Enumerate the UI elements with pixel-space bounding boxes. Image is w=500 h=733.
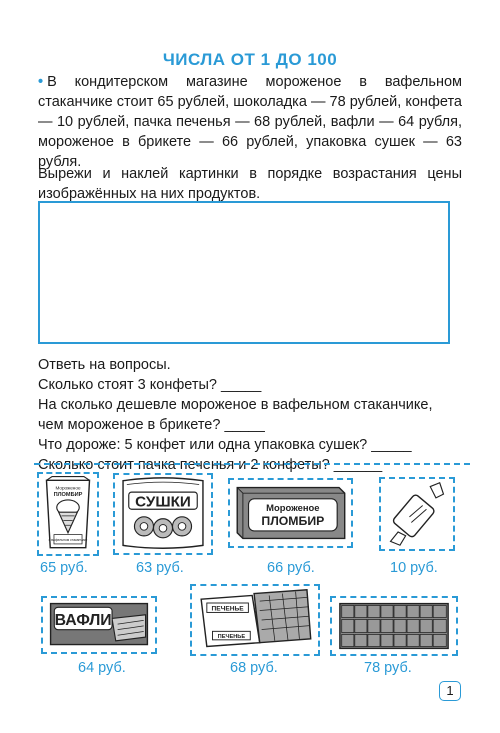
price-plombir-brick: 66 руб. (267, 560, 315, 576)
price-vafli: 64 руб. (78, 660, 126, 676)
ice-cream-cone-icon (39, 474, 97, 554)
cut-line (34, 463, 470, 465)
task-text (38, 72, 462, 172)
card-vafli[interactable] (41, 596, 157, 654)
question-line: чем мороженое в брикете? _____ (38, 417, 265, 433)
question-line: Ответь на вопросы. (38, 357, 171, 373)
brick-label-main: ПЛОМБИР (261, 514, 325, 529)
cookies-pack-icon (192, 586, 318, 654)
cone-label-top: Мороженое (55, 485, 81, 491)
question-line: Сколько стоит пачка печенья и 2 конфеты? ______ (38, 457, 383, 473)
cookies-label: ПЕЧЕНЬЕ (211, 605, 244, 613)
question-line: На сколько дешевле мороженое в вафельном стаканчике, (38, 397, 433, 413)
card-sushki[interactable] (113, 473, 213, 555)
bullet: • (38, 74, 44, 90)
card-ice-cream-cone[interactable] (37, 472, 99, 556)
cookies-label-small: ПЕЧЕНЬЕ (217, 633, 246, 640)
chocolate-bar-icon (332, 598, 456, 654)
page-title: ЧИСЛА ОТ 1 ДО 100 (162, 50, 338, 69)
price-cookies: 68 руб. (230, 660, 278, 676)
card-plombir-brick[interactable] (228, 478, 353, 548)
candy-icon (381, 479, 453, 549)
card-candy[interactable] (379, 477, 455, 551)
question-line: Что дороже: 5 конфет или одна упаковка сушек? _____ (38, 437, 412, 453)
task-body: В кондитерском магазине мороженое в вафельном стаканчике стоит 65 рублей, шоколадка — 78 рублей, конфета — 10 рублей, пачка печенья — 68 рублей, вафли — 64 рубля, мороженое в брикете — 66 рублей, упаковка сушек — 63 рубля. (38, 74, 462, 170)
page-number: 1 (439, 681, 461, 701)
brick-label-top: Мороженое (266, 502, 320, 514)
cone-label-main: ПЛОМБИР (53, 492, 83, 499)
sushki-pack-icon (115, 475, 211, 553)
price-chocolate: 78 руб. (364, 660, 412, 676)
sushki-label: СУШКИ (135, 493, 191, 511)
price-candy: 10 руб. (390, 560, 438, 576)
price-sushki: 63 руб. (136, 560, 184, 576)
instruction-text: Вырежи и наклей картинки в порядке возрастания цены изображённых на них продуктов. (38, 166, 462, 202)
price-ice-cream-cone: 65 руб. (40, 560, 88, 576)
ice-cream-brick-icon (230, 480, 351, 546)
card-cookies[interactable] (190, 584, 320, 656)
question-line: Сколько стоят 3 конфеты? _____ (38, 377, 262, 393)
vafli-label: ВАФЛИ (54, 612, 112, 629)
wafers-pack-icon (43, 598, 155, 652)
cone-label-bottom: в вафельном стаканчике (48, 538, 88, 543)
card-chocolate[interactable] (330, 596, 458, 656)
questions-block (38, 355, 478, 475)
paste-area[interactable] (38, 201, 450, 344)
